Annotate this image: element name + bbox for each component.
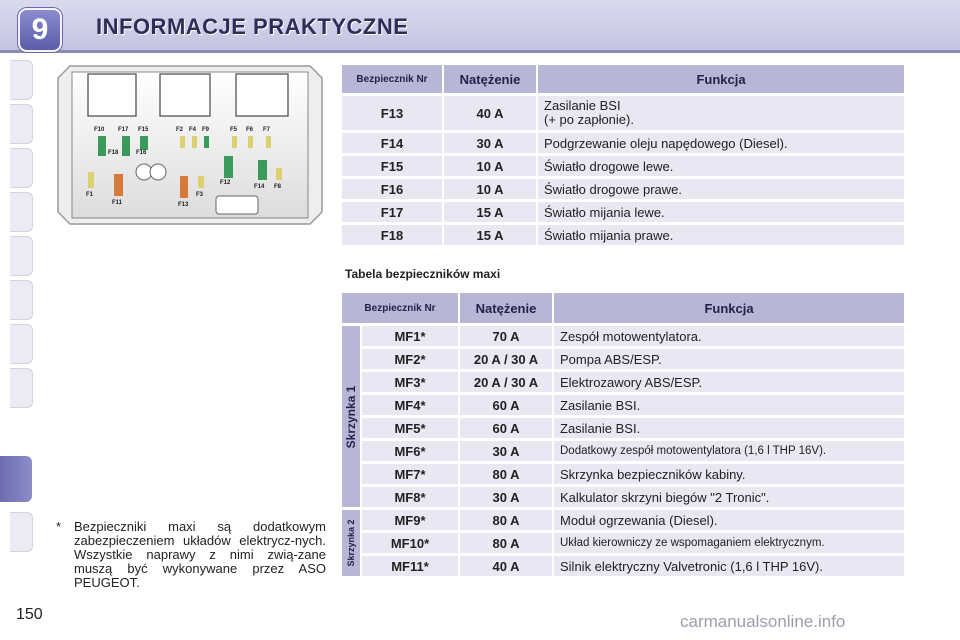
fuse-function-line1: Zasilanie BSI xyxy=(544,98,621,113)
table-row xyxy=(342,96,904,130)
fuse-function: Światło drogowe lewe. xyxy=(538,156,904,176)
chapter-tab-5[interactable] xyxy=(10,236,33,276)
table-row xyxy=(342,418,904,438)
maxi-fuse-function: Kalkulator skrzyni biegów "2 Tronic". xyxy=(554,487,904,507)
fuse-number: F14 xyxy=(342,133,442,153)
maxi-fuse-number: MF7* xyxy=(362,464,458,484)
header-divider xyxy=(0,50,960,53)
header-fuse-number: Bezpiecznik Nr xyxy=(342,65,442,93)
maxi-table-title: Tabela bezpieczników maxi xyxy=(345,267,501,281)
table-row xyxy=(342,179,904,199)
fuse-function-line2: (+ po zapłonie). xyxy=(544,112,634,127)
fuse-number: F18 xyxy=(342,225,442,245)
fuse-label-F15: F15 xyxy=(138,127,149,133)
maxi-fuse-function: Moduł ogrzewania (Diesel). xyxy=(554,510,904,530)
maxi-fuse-function: Zespół motowentylatora. xyxy=(554,326,904,346)
fixing-hole-right xyxy=(150,164,166,180)
header-amperage: Natężenie xyxy=(444,65,536,93)
fuse-label-F2: F2 xyxy=(176,127,184,133)
table-row xyxy=(342,349,904,369)
maxi-fuse-function: Dodatkowy zespół motowentylatora (1,6 l THP 16V). xyxy=(554,441,904,461)
chapter-badge: 9 xyxy=(18,8,62,52)
maxi-fuse-amperage: 30 A xyxy=(460,441,552,461)
fuse-number: F13 xyxy=(342,96,442,130)
fuse-table xyxy=(340,62,906,248)
fuse-number: F15 xyxy=(342,156,442,176)
fuse-F13 xyxy=(180,176,188,198)
fuse-label-F16: F16 xyxy=(136,150,147,156)
maxi-fuse-amperage: 80 A xyxy=(460,533,552,553)
group-label-box-2: Skrzynka 2 xyxy=(346,519,356,567)
chapter-tab-4[interactable] xyxy=(10,192,33,232)
fuse-function: Podgrzewanie oleju napędowego (Diesel). xyxy=(538,133,904,153)
maxi-fuse-function: Pompa ABS/ESP. xyxy=(554,349,904,369)
maxi-fuse-function: Układ kierowniczy ze wspomaganiem elektrycznym. xyxy=(554,533,904,553)
chapter-tab-1[interactable] xyxy=(10,60,33,100)
fuse-F9 xyxy=(204,136,209,148)
table-row xyxy=(342,372,904,392)
fuse-number: F16 xyxy=(342,179,442,199)
chapter-tab-8[interactable] xyxy=(10,368,33,408)
fuse-label-F8: F8 xyxy=(274,184,282,190)
fuse-number: F17 xyxy=(342,202,442,222)
fuse-amperage: 30 A xyxy=(444,133,536,153)
fuse-amperage: 15 A xyxy=(444,225,536,245)
fuse-label-F18: F18 xyxy=(108,150,119,156)
maxi-fuse-amperage: 70 A xyxy=(460,326,552,346)
maxi-fuse-amperage: 60 A xyxy=(460,395,552,415)
maxi-fuse-number: MF1* xyxy=(362,326,458,346)
fuse-function: Światło drogowe prawe. xyxy=(538,179,904,199)
connector-slot xyxy=(216,196,258,214)
maxi-fuse-number: MF5* xyxy=(362,418,458,438)
fuse-label-F4: F4 xyxy=(189,127,197,133)
fuse-label-F3: F3 xyxy=(196,192,204,198)
fuse-F11 xyxy=(114,174,123,196)
fuse-F2 xyxy=(180,136,185,148)
maxi-fuse-number: MF10* xyxy=(362,533,458,553)
fuse-function: Światło mijania lewe. xyxy=(538,202,904,222)
maxi-fuse-function: Zasilanie BSI. xyxy=(554,395,904,415)
footnote xyxy=(56,520,326,590)
table-row xyxy=(342,225,904,245)
fuse-table-header-row xyxy=(342,65,904,93)
fuse-amperage: 15 A xyxy=(444,202,536,222)
fuse-F14 xyxy=(258,160,267,180)
fuse-label-F13: F13 xyxy=(178,202,189,208)
maxi-fuse-amperage: 30 A xyxy=(460,487,552,507)
fuse-label-F11: F11 xyxy=(112,200,123,206)
table-row xyxy=(342,464,904,484)
header-function: Funkcja xyxy=(538,65,904,93)
fuse-label-F17: F17 xyxy=(118,127,129,133)
fuse-label-F10: F10 xyxy=(94,127,105,133)
maxi-fuse-function: Zasilanie BSI. xyxy=(554,418,904,438)
maxi-fuse-number: MF9* xyxy=(362,510,458,530)
maxi-fuse-amperage: 80 A xyxy=(460,464,552,484)
relay-slot-2 xyxy=(160,74,210,116)
relay-slot-1 xyxy=(88,74,136,116)
maxi-fuse-table xyxy=(340,290,906,579)
fuse-label-F5: F5 xyxy=(230,127,238,133)
fuse-F8 xyxy=(276,168,282,180)
page-title: INFORMACJE PRAKTYCZNE xyxy=(96,14,409,39)
maxi-fuse-number: MF3* xyxy=(362,372,458,392)
table-row xyxy=(342,326,904,346)
table-row xyxy=(342,395,904,415)
fuse-label-F9: F9 xyxy=(202,127,210,133)
maxi-fuse-amperage: 40 A xyxy=(460,556,552,576)
maxi-fuse-number: MF2* xyxy=(362,349,458,369)
maxi-fuse-number: MF4* xyxy=(362,395,458,415)
maxi-fuse-number: MF8* xyxy=(362,487,458,507)
page-number: 150 xyxy=(16,606,43,623)
header-fuse-number: Bezpiecznik Nr xyxy=(342,293,458,323)
maxi-fuse-amperage: 80 A xyxy=(460,510,552,530)
fuse-F5 xyxy=(232,136,237,148)
fuse-F6 xyxy=(248,136,253,148)
table-row xyxy=(342,556,904,576)
fuse-F12 xyxy=(224,156,233,178)
fuse-F7 xyxy=(266,136,271,148)
fuse-F4 xyxy=(192,136,197,148)
fuse-amperage: 10 A xyxy=(444,179,536,199)
fuse-amperage: 40 A xyxy=(444,96,536,130)
chapter-tab-6[interactable] xyxy=(10,280,33,320)
maxi-fuse-function: Skrzynka bezpieczników kabiny. xyxy=(554,464,904,484)
table-row xyxy=(342,133,904,153)
maxi-table-header-row xyxy=(342,293,904,323)
fuse-F3 xyxy=(198,176,204,188)
maxi-fuse-function: Silnik elektryczny Valvetronic (1,6 l THP 16V). xyxy=(554,556,904,576)
watermark: carmanualsonline.info xyxy=(680,612,846,631)
fuse-label-F14: F14 xyxy=(254,184,265,190)
fuse-label-F7: F7 xyxy=(263,127,271,133)
group-box-2 xyxy=(342,510,360,576)
table-row xyxy=(342,202,904,222)
table-row xyxy=(342,510,904,530)
chapter-tab-9-active[interactable] xyxy=(0,456,32,502)
maxi-fuse-amperage: 60 A xyxy=(460,418,552,438)
chapter-tab-7[interactable] xyxy=(10,324,33,364)
chapter-tab-2[interactable] xyxy=(10,104,33,144)
maxi-fuse-number: MF11* xyxy=(362,556,458,576)
fuse-function: Światło mijania prawe. xyxy=(538,225,904,245)
fuse-label-F6: F6 xyxy=(246,127,254,133)
header-amperage: Natężenie xyxy=(460,293,552,323)
fuse-F17 xyxy=(122,136,130,156)
maxi-fuse-amperage: 20 A / 30 A xyxy=(460,372,552,392)
fuse-box-diagram xyxy=(56,64,324,226)
chapter-tab-10[interactable] xyxy=(10,512,33,552)
relay-slot-3 xyxy=(236,74,288,116)
maxi-fuse-function: Elektrozawory ABS/ESP. xyxy=(554,372,904,392)
chapter-tab-3[interactable] xyxy=(10,148,33,188)
group-label-box-1: Skrzynka 1 xyxy=(344,385,358,448)
footnote-marker: * xyxy=(56,519,62,534)
maxi-fuse-number: MF6* xyxy=(362,441,458,461)
fuse-amperage: 10 A xyxy=(444,156,536,176)
footnote-text: Bezpieczniki maxi są dodatkowym zabezpieczeniem układów elektrycz-nych. Wszystkie naprawy z nimi zwią-zane muszą być wykonywane przez ASO PEUGEOT. xyxy=(74,519,326,590)
fuse-F15 xyxy=(140,136,148,150)
fuse-label-F1: F1 xyxy=(86,192,94,198)
side-tab-strip xyxy=(0,60,36,580)
group-box-1 xyxy=(342,326,360,507)
table-row xyxy=(342,533,904,553)
fuse-F1 xyxy=(88,172,94,188)
table-row xyxy=(342,441,904,461)
fuse-function xyxy=(538,96,904,130)
fuse-F10 xyxy=(98,136,106,156)
fuse-label-F12: F12 xyxy=(220,180,231,186)
table-row xyxy=(342,487,904,507)
header-function: Funkcja xyxy=(554,293,904,323)
maxi-fuse-amperage: 20 A / 30 A xyxy=(460,349,552,369)
table-row xyxy=(342,156,904,176)
